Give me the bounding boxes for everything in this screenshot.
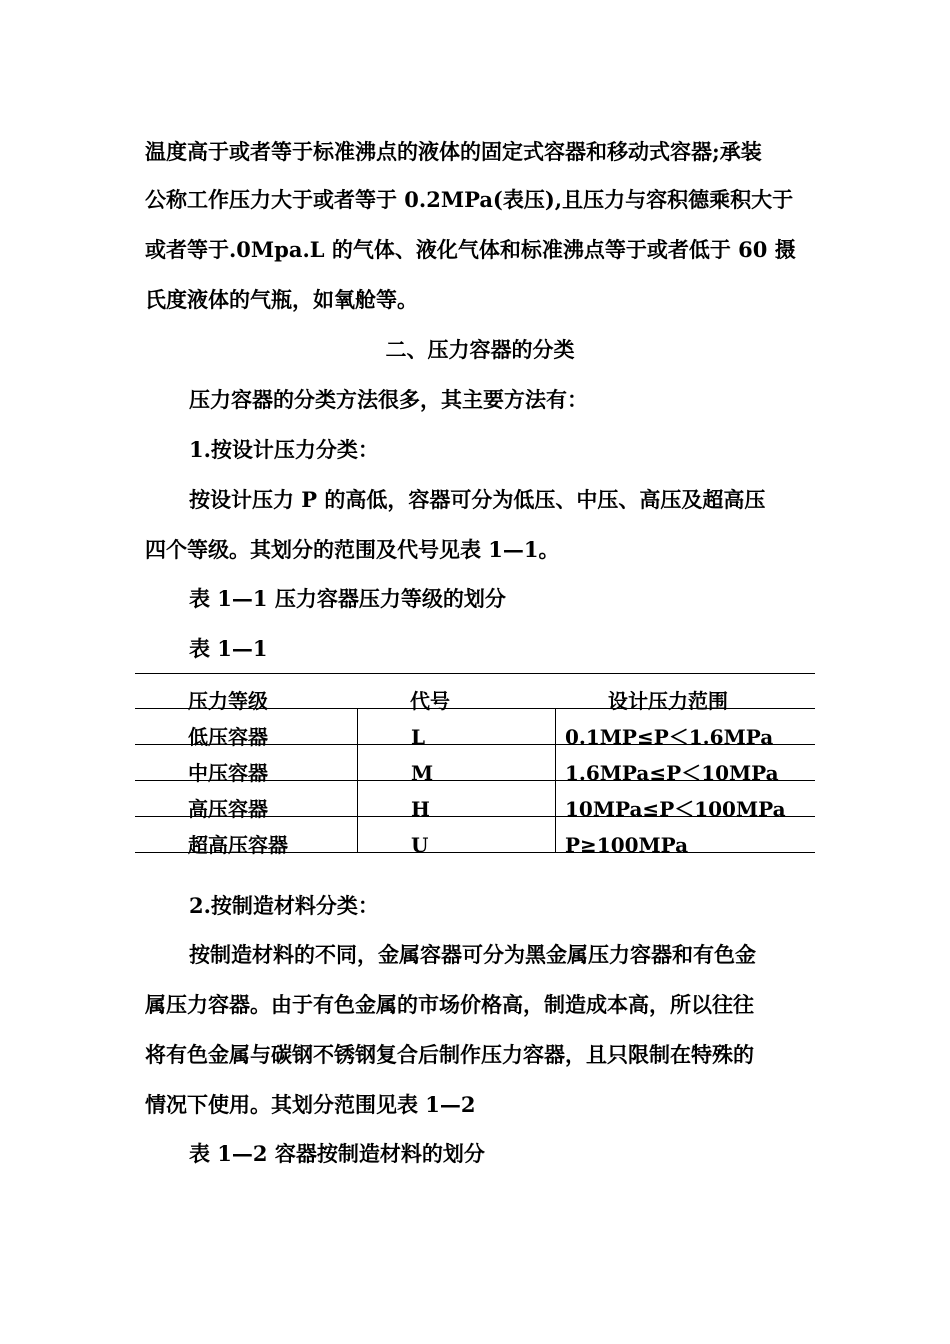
table-cell-code: L [411,725,426,749]
table-cell-code: M [411,761,434,785]
paragraph-line: 四个等级。其划分的范围及代号见表 1—1。 [145,537,560,562]
table-caption: 表 1—1 压力容器压力等级的划分 [189,586,506,611]
table-cell-grade: 低压容器 [188,725,268,749]
subheading-1: 1.按设计压力分类： [189,437,379,462]
paragraph-line: 氏度液体的气瓶，如氧舱等。 [145,287,418,312]
table-top-rule [135,673,815,674]
subheading-2: 2.按制造材料分类： [189,893,379,918]
table-column-rule [555,708,556,852]
section-heading: 二、压力容器的分类 [385,337,575,362]
paragraph-line: 按制造材料的不同，金属容器可分为黑金属压力容器和有色金 [189,942,756,967]
table-cell-range: 1.6MPa≤P＜10MPa [565,761,779,785]
table-cell-code: H [411,797,430,821]
table-column-rule [357,708,358,852]
paragraph-line: 公称工作压力大于或者等于 0.2MPa(表压),且压力与容积德乘积大于 [145,187,794,212]
table-cell-grade: 高压容器 [188,797,268,821]
table-caption: 表 1—2 容器按制造材料的划分 [189,1141,485,1166]
paragraph-line: 温度高于或者等于标准沸点的液体的固定式容器和移动式容器;承装 [145,139,762,164]
table-cell-grade: 超高压容器 [188,833,288,857]
paragraph-line: 将有色金属与碳钢不锈钢复合后制作压力容器，且只限制在特殊的 [145,1042,754,1067]
table-label: 表 1—1 [189,636,268,661]
intro-text: 压力容器的分类方法很多，其主要方法有： [189,387,588,412]
table-cell-range: 10MPa≤P＜100MPa [565,797,786,821]
table-header-range: 设计压力范围 [608,689,728,713]
table-cell-grade: 中压容器 [188,761,268,785]
table-cell-code: U [411,833,429,857]
table-header-code: 代号 [410,689,450,713]
paragraph-line: 或者等于.0Mpa.L 的气体、液化气体和标准沸点等于或者低于 60 摄 [145,237,796,262]
paragraph-line: 属压力容器。由于有色金属的市场价格高，制造成本高，所以往往 [145,992,754,1017]
paragraph-line: 按设计压力 P 的高低，容器可分为低压、中压、高压及超高压 [189,487,766,512]
table-header-grade: 压力等级 [188,689,268,713]
table-cell-range: P≥100MPa [565,833,689,857]
paragraph-line: 情况下使用。其划分范围见表 1—2 [145,1092,476,1117]
table-cell-range: 0.1MP≤P＜1.6MPa [565,725,774,749]
